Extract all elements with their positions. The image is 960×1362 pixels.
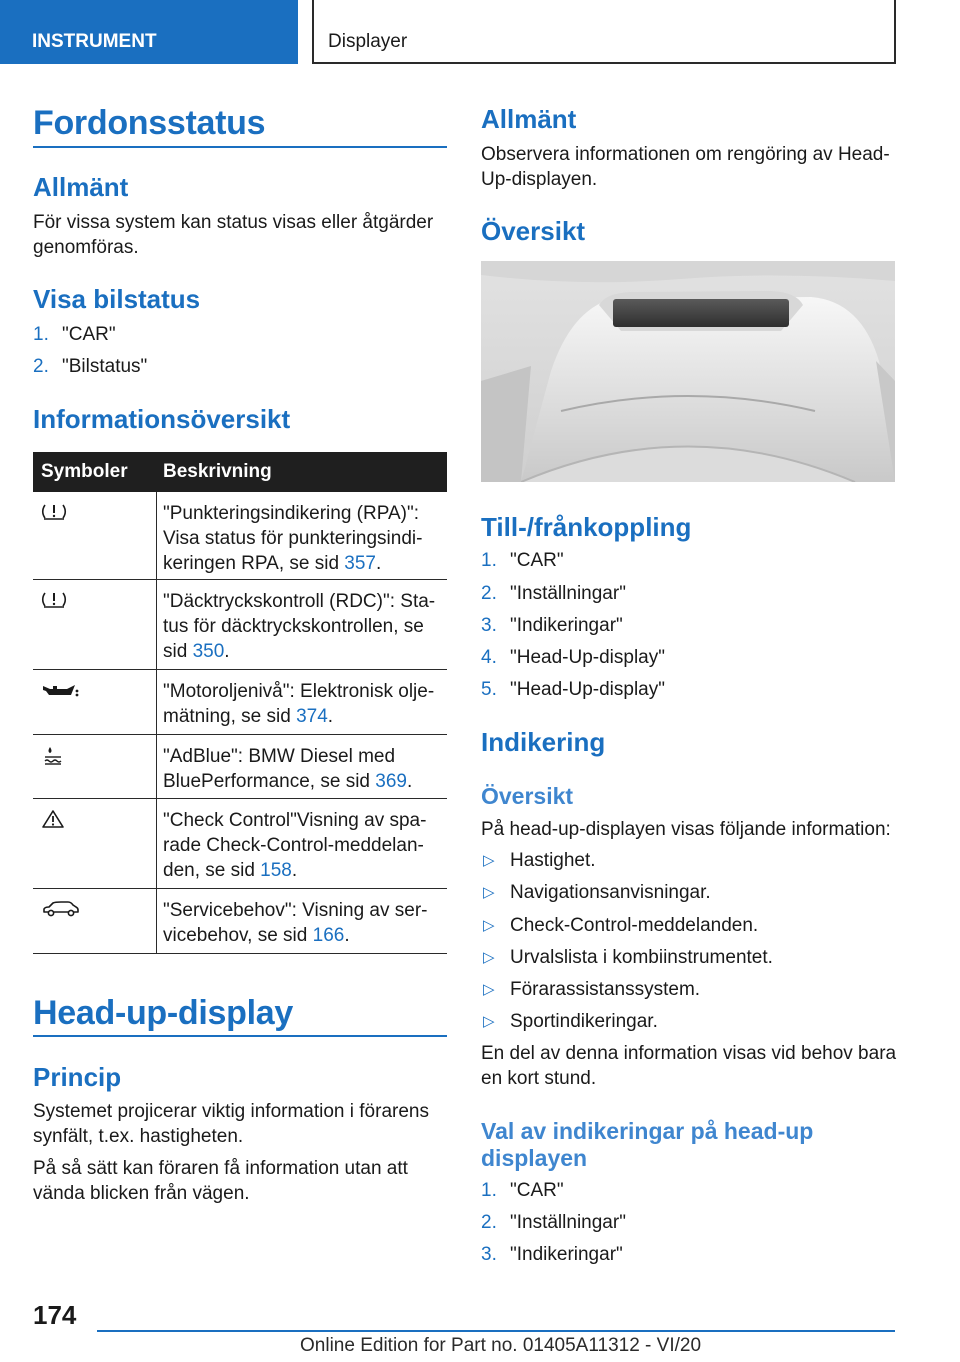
description-cell	[163, 501, 447, 576]
bullet-text: Navigationsanvisningar.	[510, 882, 711, 903]
heading-val-av-indikeringar-cont: displayen	[481, 1145, 588, 1171]
table-row	[33, 670, 447, 735]
description-line	[163, 639, 447, 664]
description-text: mätning, se sid	[163, 706, 297, 727]
table-row	[33, 580, 447, 670]
col-description-header: Beskrivning	[163, 461, 272, 482]
triangle-bullet-icon: ▷	[483, 981, 495, 998]
description-line: tus för däcktryckskontrollen, se	[163, 616, 424, 637]
description-text: .	[376, 553, 382, 574]
page-link[interactable]: 158	[260, 860, 292, 881]
description-cell	[163, 744, 447, 794]
step-number: 1.	[481, 550, 497, 571]
symbol-cell	[33, 670, 157, 734]
step-text: "CAR"	[62, 324, 116, 345]
page-link[interactable]: 166	[312, 925, 345, 946]
table-row	[33, 492, 447, 580]
step-number: 2.	[481, 583, 497, 604]
description-cell	[163, 898, 447, 948]
heading-rule	[33, 146, 447, 148]
description-text: .	[327, 706, 334, 727]
bullet-text: Hastighet.	[510, 850, 596, 871]
table-header	[33, 452, 447, 492]
bullet-text: Check-Control-meddelanden.	[510, 915, 759, 936]
princip-text-line: På så sätt kan föraren få information utan att	[33, 1158, 408, 1179]
description-text: .	[291, 860, 298, 881]
table-row	[33, 889, 447, 954]
heading-princip: Princip	[33, 1062, 122, 1092]
edition-text: Online Edition for Part no. 01405A11312 - VI/20	[300, 1335, 702, 1356]
description-line: "Däcktryckskontroll (RDC)": Sta-	[163, 591, 436, 612]
description-text: keringen RPA, se sid	[163, 553, 345, 574]
tire-pressure-monitor-icon	[41, 590, 67, 610]
allmant-text-line: genomföras.	[33, 237, 139, 258]
hud-unit-image	[481, 261, 895, 482]
section-tab: INSTRUMENT	[0, 0, 298, 64]
triangle-bullet-icon: ▷	[483, 917, 495, 934]
step-number: 1.	[481, 1180, 497, 1201]
princip-text-line: vända blicken från vägen.	[33, 1183, 250, 1204]
bullet-text: Förarassistanssystem.	[510, 979, 701, 1000]
princip-text-line: Systemet projicerar viktig information i förarens	[33, 1101, 429, 1122]
description-cell	[163, 808, 447, 883]
oil-can-icon	[41, 680, 81, 700]
page-link[interactable]: 350	[192, 641, 225, 662]
service-car-icon	[41, 899, 81, 919]
step-text: "Indikeringar"	[510, 1244, 623, 1265]
description-line: "Check Control"Visning av spa-	[163, 810, 427, 831]
princip-text-line: synfält, t.ex. hastigheten.	[33, 1126, 244, 1147]
symbol-cell	[33, 580, 157, 669]
description-text: .	[224, 641, 230, 662]
step-text: "CAR"	[510, 1180, 564, 1201]
description-cell	[163, 589, 447, 664]
step-number: 5.	[481, 679, 497, 700]
allmant-text-line: För vissa system kan status visas eller åtgärder	[33, 212, 434, 233]
description-text: sid	[163, 641, 193, 662]
description-cell	[163, 679, 447, 729]
step-number: 2.	[33, 356, 49, 377]
description-line	[163, 923, 447, 948]
step-text: "Head-Up-display"	[510, 647, 665, 668]
step-number: 4.	[481, 647, 497, 668]
description-text: .	[344, 925, 350, 946]
heading-val-av-indikeringar: Val av indikeringar på head-up	[481, 1118, 814, 1144]
bullet-text: Urvalslista i kombiinstrumentet.	[510, 947, 773, 968]
description-line: "AdBlue": BMW Diesel med	[163, 746, 396, 767]
symbol-cell	[33, 799, 157, 888]
step-number: 3.	[481, 1244, 497, 1265]
heading-allmant-hud: Allmänt	[481, 104, 577, 134]
heading-allmant: Allmänt	[33, 172, 129, 202]
indikering-note-line: en kort stund.	[481, 1068, 597, 1089]
step-text: "Inställningar"	[510, 583, 626, 604]
adblue-icon	[41, 745, 65, 767]
heading-indikering-oversikt: Översikt	[481, 783, 574, 809]
footer-rule	[97, 1330, 895, 1332]
tire-pressure-warning-icon	[41, 502, 67, 522]
description-text: BluePerformance, se sid	[163, 771, 376, 792]
step-text: "Inställningar"	[510, 1212, 626, 1233]
page-link[interactable]: 374	[296, 706, 328, 727]
breadcrumb: Displayer	[312, 0, 896, 64]
description-text: .	[406, 771, 413, 792]
heading-fordonsstatus: Fordonsstatus	[33, 104, 266, 142]
triangle-bullet-icon: ▷	[483, 949, 495, 966]
page-link[interactable]: 369	[375, 771, 407, 792]
page-number: 174	[33, 1300, 77, 1330]
head-up-display-photo	[481, 261, 895, 482]
heading-head-up-display: Head-up-display	[33, 994, 293, 1032]
description-line: "Servicebehov": Visning av ser-	[163, 900, 428, 921]
step-text: "Head-Up-display"	[510, 679, 665, 700]
triangle-bullet-icon: ▷	[483, 1013, 495, 1030]
triangle-bullet-icon: ▷	[483, 884, 495, 901]
heading-oversikt: Översikt	[481, 216, 586, 246]
step-text: "Indikeringar"	[510, 615, 623, 636]
heading-indikering: Indikering	[481, 727, 606, 757]
step-number: 2.	[481, 1212, 497, 1233]
description-line	[163, 769, 447, 794]
step-text: "Bilstatus"	[62, 356, 148, 377]
description-text: den, se sid	[163, 860, 261, 881]
heading-informationsoversikt: Informationsöversikt	[33, 404, 291, 434]
heading-visa-bilstatus: Visa bilstatus	[33, 284, 201, 314]
triangle-bullet-icon: ▷	[483, 852, 495, 869]
allmant-hud-text-line: Observera informationen om rengöring av Head-	[481, 144, 890, 165]
description-line	[163, 858, 447, 883]
description-line: "Motoroljenivå": Elektronisk olje-	[163, 681, 435, 702]
indikering-note-line: En del av denna information visas vid behov bara	[481, 1043, 897, 1064]
symbol-table	[33, 452, 447, 954]
step-text: "CAR"	[510, 550, 564, 571]
indikering-intro: På head-up-displayen visas följande information:	[481, 819, 891, 840]
table-row	[33, 735, 447, 799]
col-symbols-header: Symboler	[41, 461, 128, 482]
step-number: 1.	[33, 324, 49, 345]
heading-till-frankoppling: Till-/frånkoppling	[481, 512, 692, 542]
bullet-text: Sportindikeringar.	[510, 1011, 658, 1032]
page-link[interactable]: 357	[344, 553, 376, 574]
symbol-cell	[33, 889, 157, 953]
heading-rule	[33, 1035, 447, 1037]
step-number: 3.	[481, 615, 497, 636]
table-row	[33, 799, 447, 889]
allmant-hud-text-line: Up-displayen.	[481, 169, 598, 190]
description-line	[163, 704, 447, 729]
symbol-cell	[33, 492, 157, 579]
description-text: vicebehov, se sid	[163, 925, 313, 946]
symbol-cell	[33, 735, 157, 798]
description-line: "Punkteringsindikering (RPA)":	[163, 503, 420, 524]
description-line	[163, 551, 447, 576]
description-line: Visa status för punkteringsindi-	[163, 528, 423, 549]
description-line: rade Check-Control-meddelan-	[163, 835, 424, 856]
warning-triangle-icon	[41, 809, 65, 829]
